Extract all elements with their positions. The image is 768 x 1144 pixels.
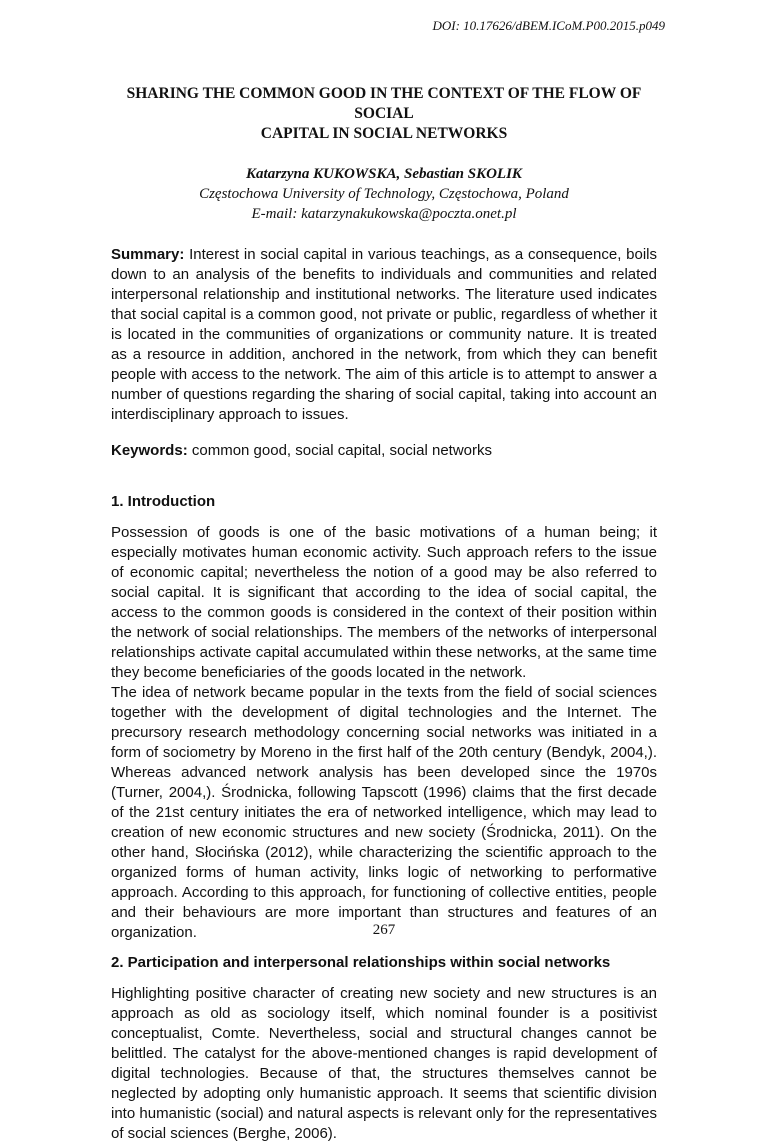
authors: Katarzyna KUKOWSKA, Sebastian SKOLIK (246, 166, 522, 182)
summary-text: Interest in social capital in various teachings, as a consequence, boils down to an analysis of the benefits to individuals and communities and related interpersonal relationship and institutional networks. The literature used indicates that social capital is a common good, not private or public, regardless of whether it is located in the communities of organizations or community nature. It is treated as a resource in addition, anchored in the network, from which they can benefit people with access to the network. The aim of this article is to attempt to answer a number of questions regarding the sharing of social capital, taking into account an interdisciplinary approach to issues. (111, 246, 657, 423)
section-heading-participation: 2. Participation and interpersonal relationships within social networks (111, 954, 611, 971)
doi-header: DOI: 10.17626/dBEM.ICoM.P00.2015.p049 (432, 18, 665, 33)
keywords-label: Keywords: (111, 442, 188, 459)
keywords-text: common good, social capital, social networks (187, 442, 492, 459)
author-email: E-mail: katarzynakukowska@poczta.onet.pl (251, 206, 517, 222)
affiliation: Częstochowa University of Technology, Częstochowa, Poland (199, 186, 569, 202)
keywords-paragraph (111, 441, 657, 461)
paper-title (111, 84, 657, 144)
section-heading-introduction: 1. Introduction (111, 493, 216, 510)
paper-content (111, 84, 657, 1144)
body-paragraph: The idea of network became popular in the texts from the field of social sciences together with the development of digital technologies and the Internet. The precursory research methodology concerning social networks was initiated in a form of sociometry by Moreno in the first half of the 20th century (Bendyk, 2004,). Whereas advanced network analysis has been developed since the 1970s (Turner, 2004,). Środnicka, following Tapscott (1996) claims that the first decade of the 21st century initiates the era of networked intelligence, which may lead to creation of new economic structures and new society (Środnicka, 2011). On the other hand, Słocińska (2012), while characterizing the scientific approach to the organized forms of human activity, links logic of networking to performative approach. According to this approach, for functioning of collective entities, people and their behaviours are more important than structures and features of an organization. (111, 684, 657, 941)
summary-label: Summary: (111, 246, 185, 263)
title-line-1: SHARING THE COMMON GOOD IN THE CONTEXT OF THE FLOW OF SOCIAL (126, 85, 642, 122)
title-line-2: CAPITAL IN SOCIAL NETWORKS (260, 125, 508, 142)
summary-paragraph (111, 245, 657, 425)
body-paragraph: Highlighting positive character of creating new society and new structures is an approach as old as sociology itself, which nominal founder is a positivist conceptualist, Comte. Nevertheless, social and structural changes cannot be belittled. The catalyst for the above-mentioned changes is rapid development of digital technologies. Because of that, the structures themselves cannot be neglected by adopting only humanistic approach. It seems that scientific division into humanistic (social) and natural aspects is relevant only for the representatives of social sciences (Berghe, 2006). (111, 985, 657, 1142)
body-paragraph: Possession of goods is one of the basic motivations of a human being; it especially motivates human economic activity. Such approach refers to the issue of economic capital; nevertheless the notion of a good may be also referred to social capital. It is significant that according to the idea of social capital, the access to the common goods is considered in the context of their position within the network of social relationships. The members of the networks of interpersonal relationships activate capital accumulated within these networks, at the same time they become beneficiaries of the goods located in the network. (111, 524, 657, 681)
page-number: 267 (372, 922, 396, 938)
